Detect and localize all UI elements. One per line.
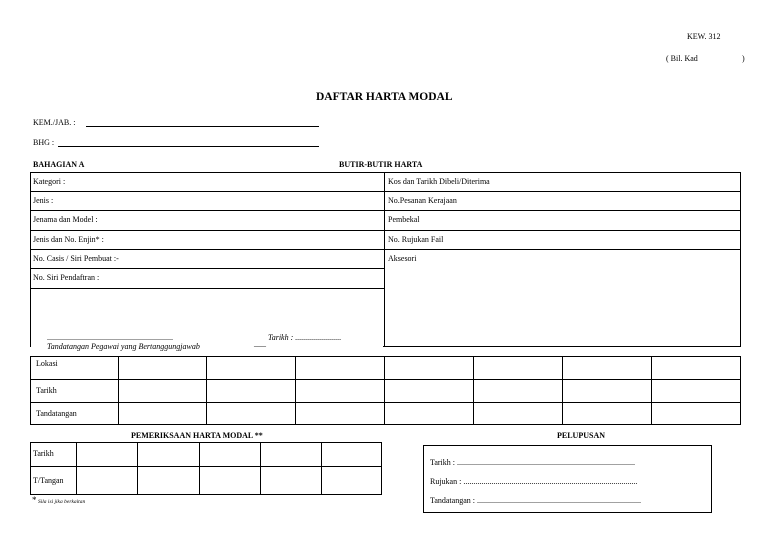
field-no-casis[interactable]: No. Casis / Siri Pembuat :- <box>33 254 119 263</box>
pemeriksaan-tarikh: Tarikh <box>33 449 54 458</box>
col-line <box>321 442 322 495</box>
row-line <box>30 191 384 192</box>
field-jenis-no-enjin[interactable]: Jenis dan No. Enjin* : <box>33 235 104 244</box>
col-line <box>295 356 296 425</box>
kem-line[interactable] <box>86 126 319 127</box>
section-bahagian-a: BAHAGIAN A <box>33 160 85 169</box>
pemeriksaan-title: PEMERIKSAAN HARTA MODAL ** <box>131 431 263 440</box>
column-divider <box>384 172 385 347</box>
row-line <box>30 466 382 467</box>
bhg-label: BHG : <box>33 138 55 147</box>
col-line <box>76 442 77 495</box>
col-line <box>384 356 385 425</box>
field-jenama-model[interactable]: Jenama dan Model : <box>33 215 98 224</box>
section-butir-harta: BUTIR-BUTIR HARTA <box>339 160 423 169</box>
row-label-tandatangan: Tandatangan <box>36 409 77 418</box>
field-no-rujukan-fail[interactable]: No. Rujukan Fail <box>388 235 444 244</box>
footnote-text: Sila isi jika berkaitan <box>38 499 86 505</box>
location-table <box>30 356 741 425</box>
kem-label: KEM./JAB. : <box>33 118 76 127</box>
pelupusan-title: PELUPUSAN <box>557 431 606 440</box>
main-form-box <box>30 172 741 347</box>
col-line <box>206 356 207 425</box>
signature-dash-2: ___ <box>254 349 266 358</box>
row-line <box>30 249 384 250</box>
row-label-tarikh: Tarikh <box>36 386 57 395</box>
col-line <box>199 442 200 495</box>
field-kategori[interactable]: Kategori : <box>33 177 66 186</box>
field-jenis[interactable]: Jenis : <box>33 196 54 205</box>
row-line <box>30 230 384 231</box>
col-line <box>260 442 261 495</box>
pelupusan-tandatangan[interactable]: Tandatangan : .................................................................................. <box>430 496 641 505</box>
pelupusan-tarikh[interactable]: Tarikh : ......................................................................................... <box>430 458 635 467</box>
pelupusan-rujukan[interactable]: Rujukan : ....................................................................................... <box>430 477 638 486</box>
col-line <box>137 442 138 495</box>
col-line <box>473 356 474 425</box>
field-aksesori[interactable]: Aksesori <box>388 254 417 263</box>
pemeriksaan-ttangan: T/Tangan <box>33 476 64 485</box>
pemeriksaan-table <box>30 442 382 495</box>
row-line <box>384 230 741 231</box>
signature-date[interactable]: Tarikh : ....................... <box>268 333 342 342</box>
col-line <box>118 356 119 425</box>
signature-dash-1: ___ <box>254 339 266 348</box>
row-line <box>30 379 741 380</box>
field-no-siri-pendaftran[interactable]: No. Siri Pendaftran : <box>33 273 100 282</box>
field-kos-tarikh[interactable]: Kos dan Tarikh Dibeli/Diterima <box>388 177 490 186</box>
row-line <box>384 249 741 250</box>
bhg-line[interactable] <box>58 146 319 147</box>
field-pembekal[interactable]: Pembekal <box>388 215 420 224</box>
page-title: DAFTAR HARTA MODAL <box>316 91 453 103</box>
card-number-close: ) <box>742 54 745 63</box>
row-line <box>384 191 741 192</box>
lokasi-clip <box>31 357 117 366</box>
signature-dots: ............................................................... <box>47 333 173 342</box>
row-line <box>30 210 384 211</box>
footnote-star: * <box>32 495 37 505</box>
field-no-pesanan[interactable]: No.Pesanan Kerajaan <box>388 196 457 205</box>
card-number-label: ( Bil. Kad <box>666 54 698 63</box>
form-code: KEW. 312 <box>687 32 721 41</box>
signature-caption: Tandatangan Pegawai yang Bertanggungjawab <box>47 342 200 351</box>
row-line <box>30 288 384 289</box>
row-line <box>30 402 741 403</box>
row-line <box>30 268 384 269</box>
row-label-lokasi: Lokasi <box>36 359 58 366</box>
col-line <box>562 356 563 425</box>
row-line <box>384 210 741 211</box>
col-line <box>651 356 652 425</box>
